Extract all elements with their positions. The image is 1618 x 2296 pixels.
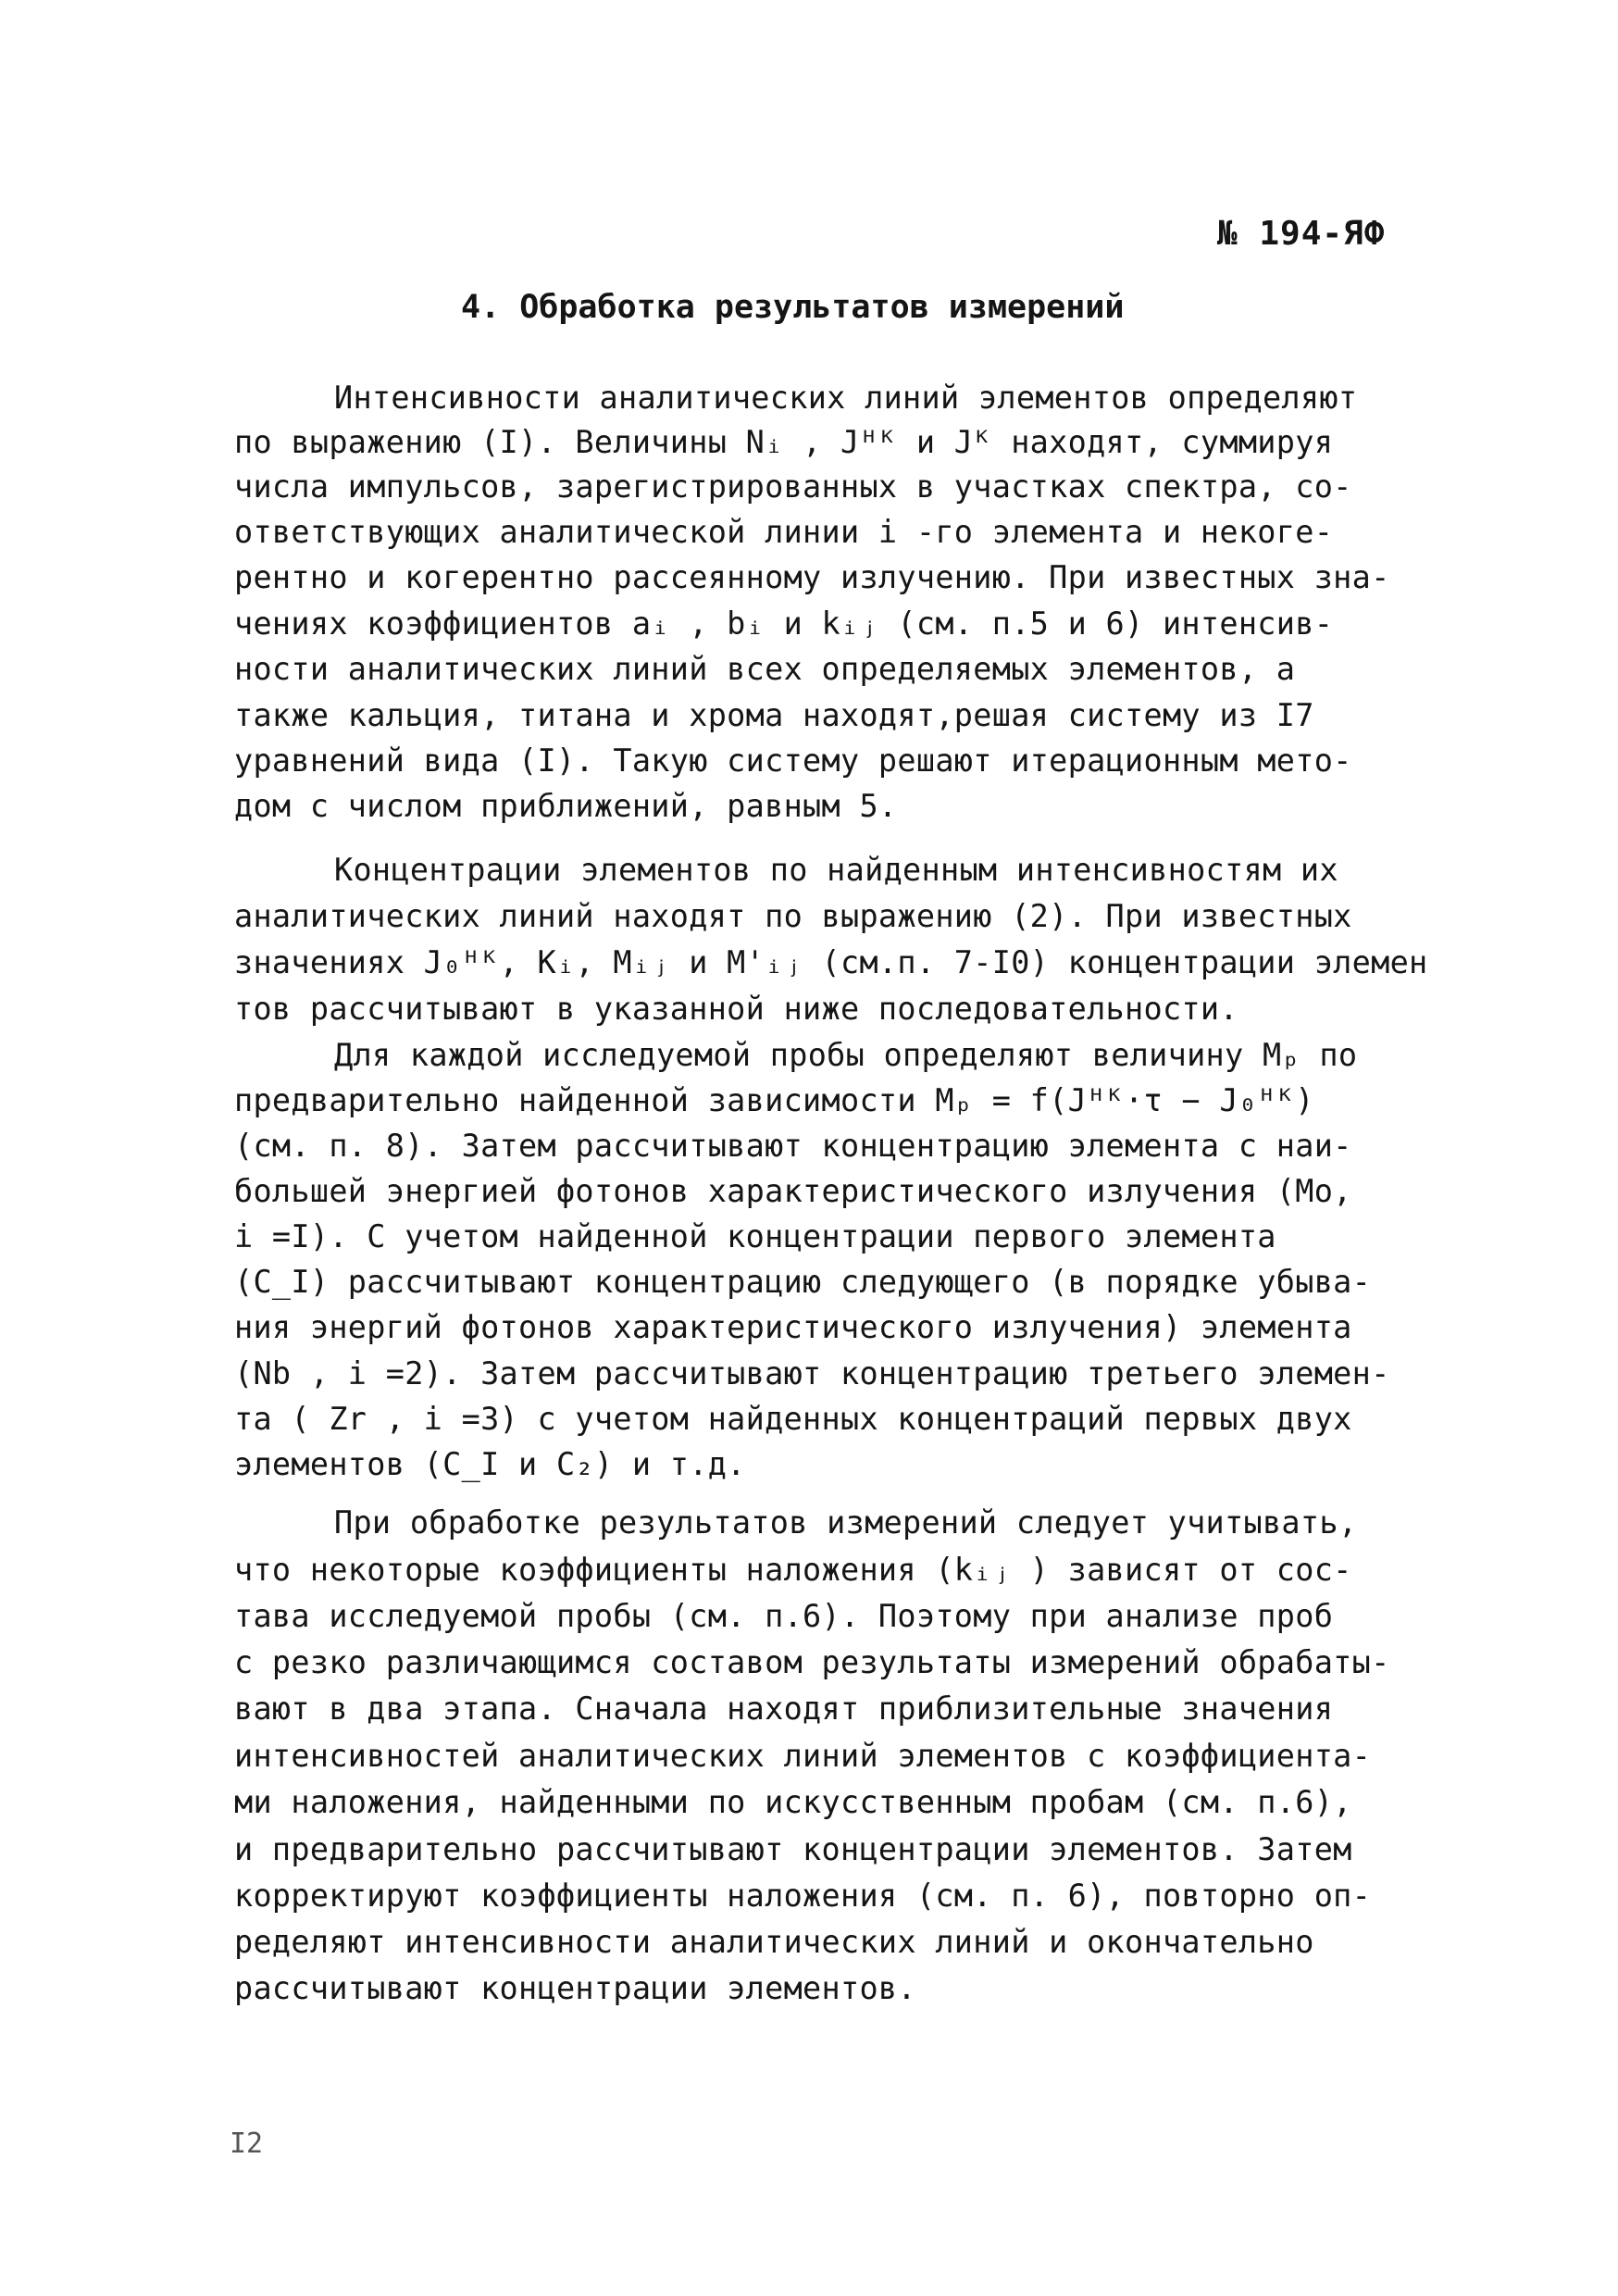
text-line: тава исследуемой пробы (см. п.6). Поэтому при анализе проб — [234, 1598, 1334, 1634]
text-line: Интенсивности аналитических линий элементов определяют — [334, 380, 1358, 416]
text-line: предварительно найденной зависимости Mₚ = f(Jᴴᴷ·τ − J₀ᴴᴷ) — [234, 1082, 1314, 1118]
text-line: чениях коэффициентов aᵢ , bᵢ и kᵢⱼ (см. п.5 и 6) интенсив- — [234, 605, 1334, 642]
text-line: Для каждой исследуемой пробы определяют величину Mₚ по — [334, 1037, 1358, 1073]
text-line: ния энергий фотонов характеристического излучения) элемента — [234, 1309, 1352, 1345]
document-number: № 194-ЯФ — [1217, 215, 1386, 253]
text-line: дом с числом приближений, равным 5. — [234, 788, 898, 824]
text-line: элементов (C_I и C₂) и т.д. — [234, 1446, 746, 1482]
text-line: ми наложения, найденными по искусственным пробам (см. п.6), — [234, 1784, 1352, 1820]
text-line: вают в два этапа. Сначала находят приблизительные значения — [234, 1691, 1334, 1727]
text-line: аналитических линий находят по выражению (2). При известных — [234, 898, 1352, 934]
text-line: i =I). С учетом найденной концентрации первого элемента — [234, 1218, 1276, 1254]
section-heading: 4. Обработка результатов измерений — [461, 289, 1125, 326]
text-line: ределяют интенсивности аналитических линий и окончательно — [234, 1924, 1314, 1960]
text-line: и предварительно рассчитывают концентрации элементов. Затем — [234, 1831, 1352, 1867]
text-line: рентно и когерентно рассеянному излучению. При известных зна- — [234, 559, 1390, 595]
text-line: та ( Zr , i =3) с учетом найденных концентраций первых двух — [234, 1401, 1352, 1437]
text-line: большей энергией фотонов характеристического излучения (Mo, — [234, 1173, 1352, 1209]
text-line: ответствующих аналитической линии i -го элемента и некоге- — [234, 514, 1334, 550]
text-line: (см. п. 8). Затем рассчитывают концентрацию элемента с наи- — [234, 1128, 1352, 1164]
text-line: интенсивностей аналитических линий элементов с коэффициента- — [234, 1738, 1372, 1774]
text-line: корректируют коэффициенты наложения (см. п. 6), повторно оп- — [234, 1878, 1372, 1914]
text-line: значениях J₀ᴴᴷ, Kᵢ, Mᵢⱼ и M'ᵢⱼ (см.п. 7-I0) концентрации элемен — [234, 944, 1428, 980]
text-line: также кальция, титана и хрома находят,решая систему из I7 — [234, 697, 1314, 733]
text-line: уравнений вида (I). Такую систему решают итерационным мето- — [234, 742, 1352, 779]
text-line: При обработке результатов измерений следует учитывать, — [334, 1504, 1358, 1541]
text-line: числа импульсов, зарегистрированных в участках спектра, со- — [234, 468, 1352, 505]
text-line: ности аналитических линий всех определяемых элементов, а — [234, 651, 1296, 687]
page-number: I2 — [230, 2128, 264, 2160]
text-line: (Nb , i =2). Затем рассчитывают концентрацию третьего элемен- — [234, 1355, 1390, 1391]
text-line: (C_I) рассчитывают концентрацию следующего (в порядке убыва- — [234, 1264, 1372, 1300]
text-line: рассчитывают концентрации элементов. — [234, 1970, 916, 2006]
text-line: по выражению (I). Величины Nᵢ , Jᴴᴷ и Jᴷ находят, суммируя — [234, 424, 1334, 460]
text-line: Концентрации элементов по найденным интенсивностям их — [334, 852, 1338, 888]
text-line: с резко различающимся составом результаты измерений обрабаты- — [234, 1644, 1390, 1680]
text-line: тов рассчитывают в указанной ниже последовательности. — [234, 991, 1238, 1027]
text-line: что некоторые коэффициенты наложения (kᵢⱼ ) зависят от сос- — [234, 1552, 1352, 1588]
